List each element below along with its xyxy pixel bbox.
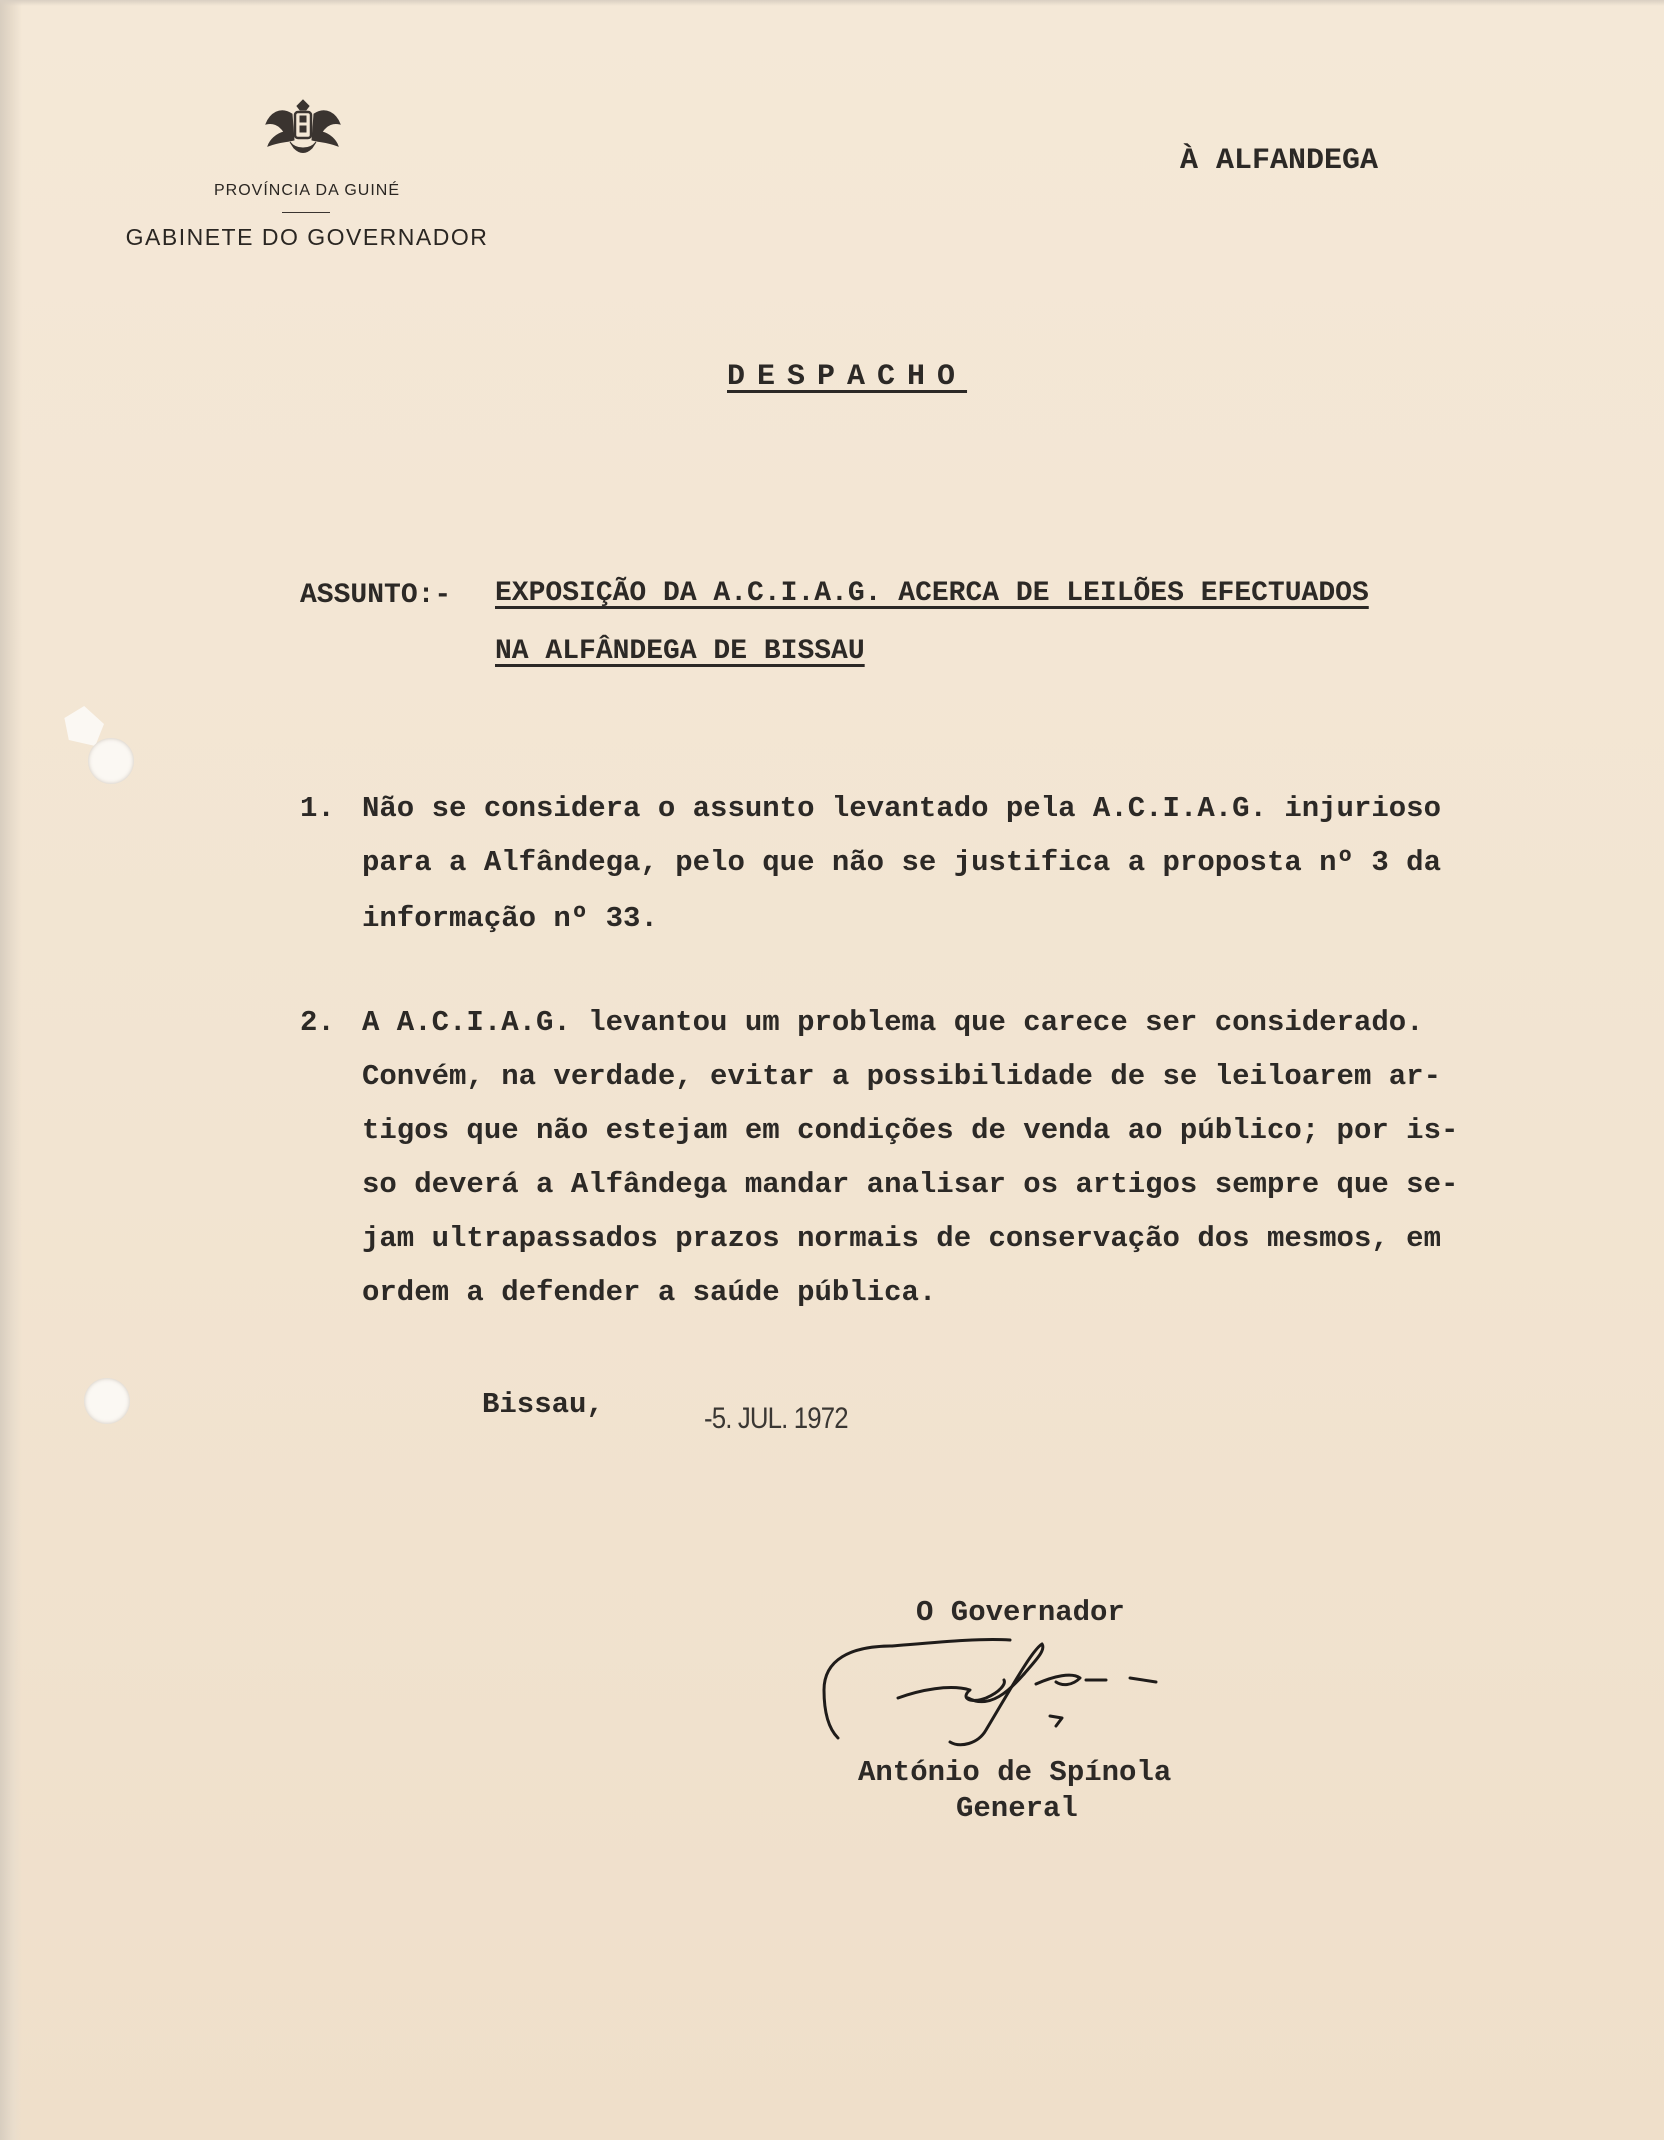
item-line: para a Alfândega, pelo que não se justifica a proposta nº 3 da bbox=[362, 846, 1441, 879]
page-top-edge bbox=[0, 0, 1664, 6]
item-line: tigos que não estejam em condições de venda ao público; por is- bbox=[362, 1114, 1459, 1147]
subject-line: EXPOSIÇÃO DA A.C.I.A.G. ACERCA DE LEILÕES EFECTUADOS bbox=[495, 578, 1369, 609]
item-line: Convém, na verdade, evitar a possibilidade de se leiloarem ar- bbox=[362, 1060, 1441, 1093]
page-edge-shadow bbox=[0, 0, 22, 2140]
item-line: ordem a defender a saúde pública. bbox=[362, 1276, 937, 1309]
subject-label: ASSUNTO:- bbox=[300, 580, 452, 611]
subject-line: NA ALFÂNDEGA DE BISSAU bbox=[495, 636, 865, 667]
item-line: Não se considera o assunto levantado pela A.C.I.A.G. injurioso bbox=[362, 792, 1441, 825]
punch-hole bbox=[88, 738, 134, 784]
date-stamp: -5. JUL. 1972 bbox=[704, 1402, 848, 1435]
item-number: 1. bbox=[300, 792, 335, 825]
letterhead-divider bbox=[282, 212, 330, 213]
punch-hole bbox=[84, 1378, 130, 1424]
letterhead-province: PROVÍNCIA DA GUINÉ bbox=[213, 182, 401, 199]
item-line: A A.C.I.A.G. levantou um problema que carece ser considerado. bbox=[362, 1006, 1424, 1039]
document-title: DESPACHO bbox=[727, 360, 968, 394]
signatory-rank: General bbox=[956, 1792, 1078, 1825]
item-number: 2. bbox=[300, 1006, 335, 1039]
place: Bissau, bbox=[482, 1388, 604, 1421]
item-line: jam ultrapassados prazos normais de conservação dos mesmos, em bbox=[362, 1222, 1441, 1255]
paper-tear bbox=[60, 706, 104, 746]
letterhead-office: GABINETE DO GOVERNADOR bbox=[125, 224, 489, 250]
signatory-name: António de Spínola bbox=[858, 1756, 1172, 1789]
recipient: À ALFANDEGA bbox=[1180, 144, 1379, 178]
item-line: so deverá a Alfândega mandar analisar os artigos sempre que se- bbox=[362, 1168, 1459, 1201]
signature-role: O Governador bbox=[916, 1596, 1125, 1629]
item-line: informação nº 33. bbox=[362, 902, 658, 935]
handwritten-signature bbox=[810, 1620, 1190, 1750]
coat-of-arms-icon bbox=[262, 96, 344, 158]
